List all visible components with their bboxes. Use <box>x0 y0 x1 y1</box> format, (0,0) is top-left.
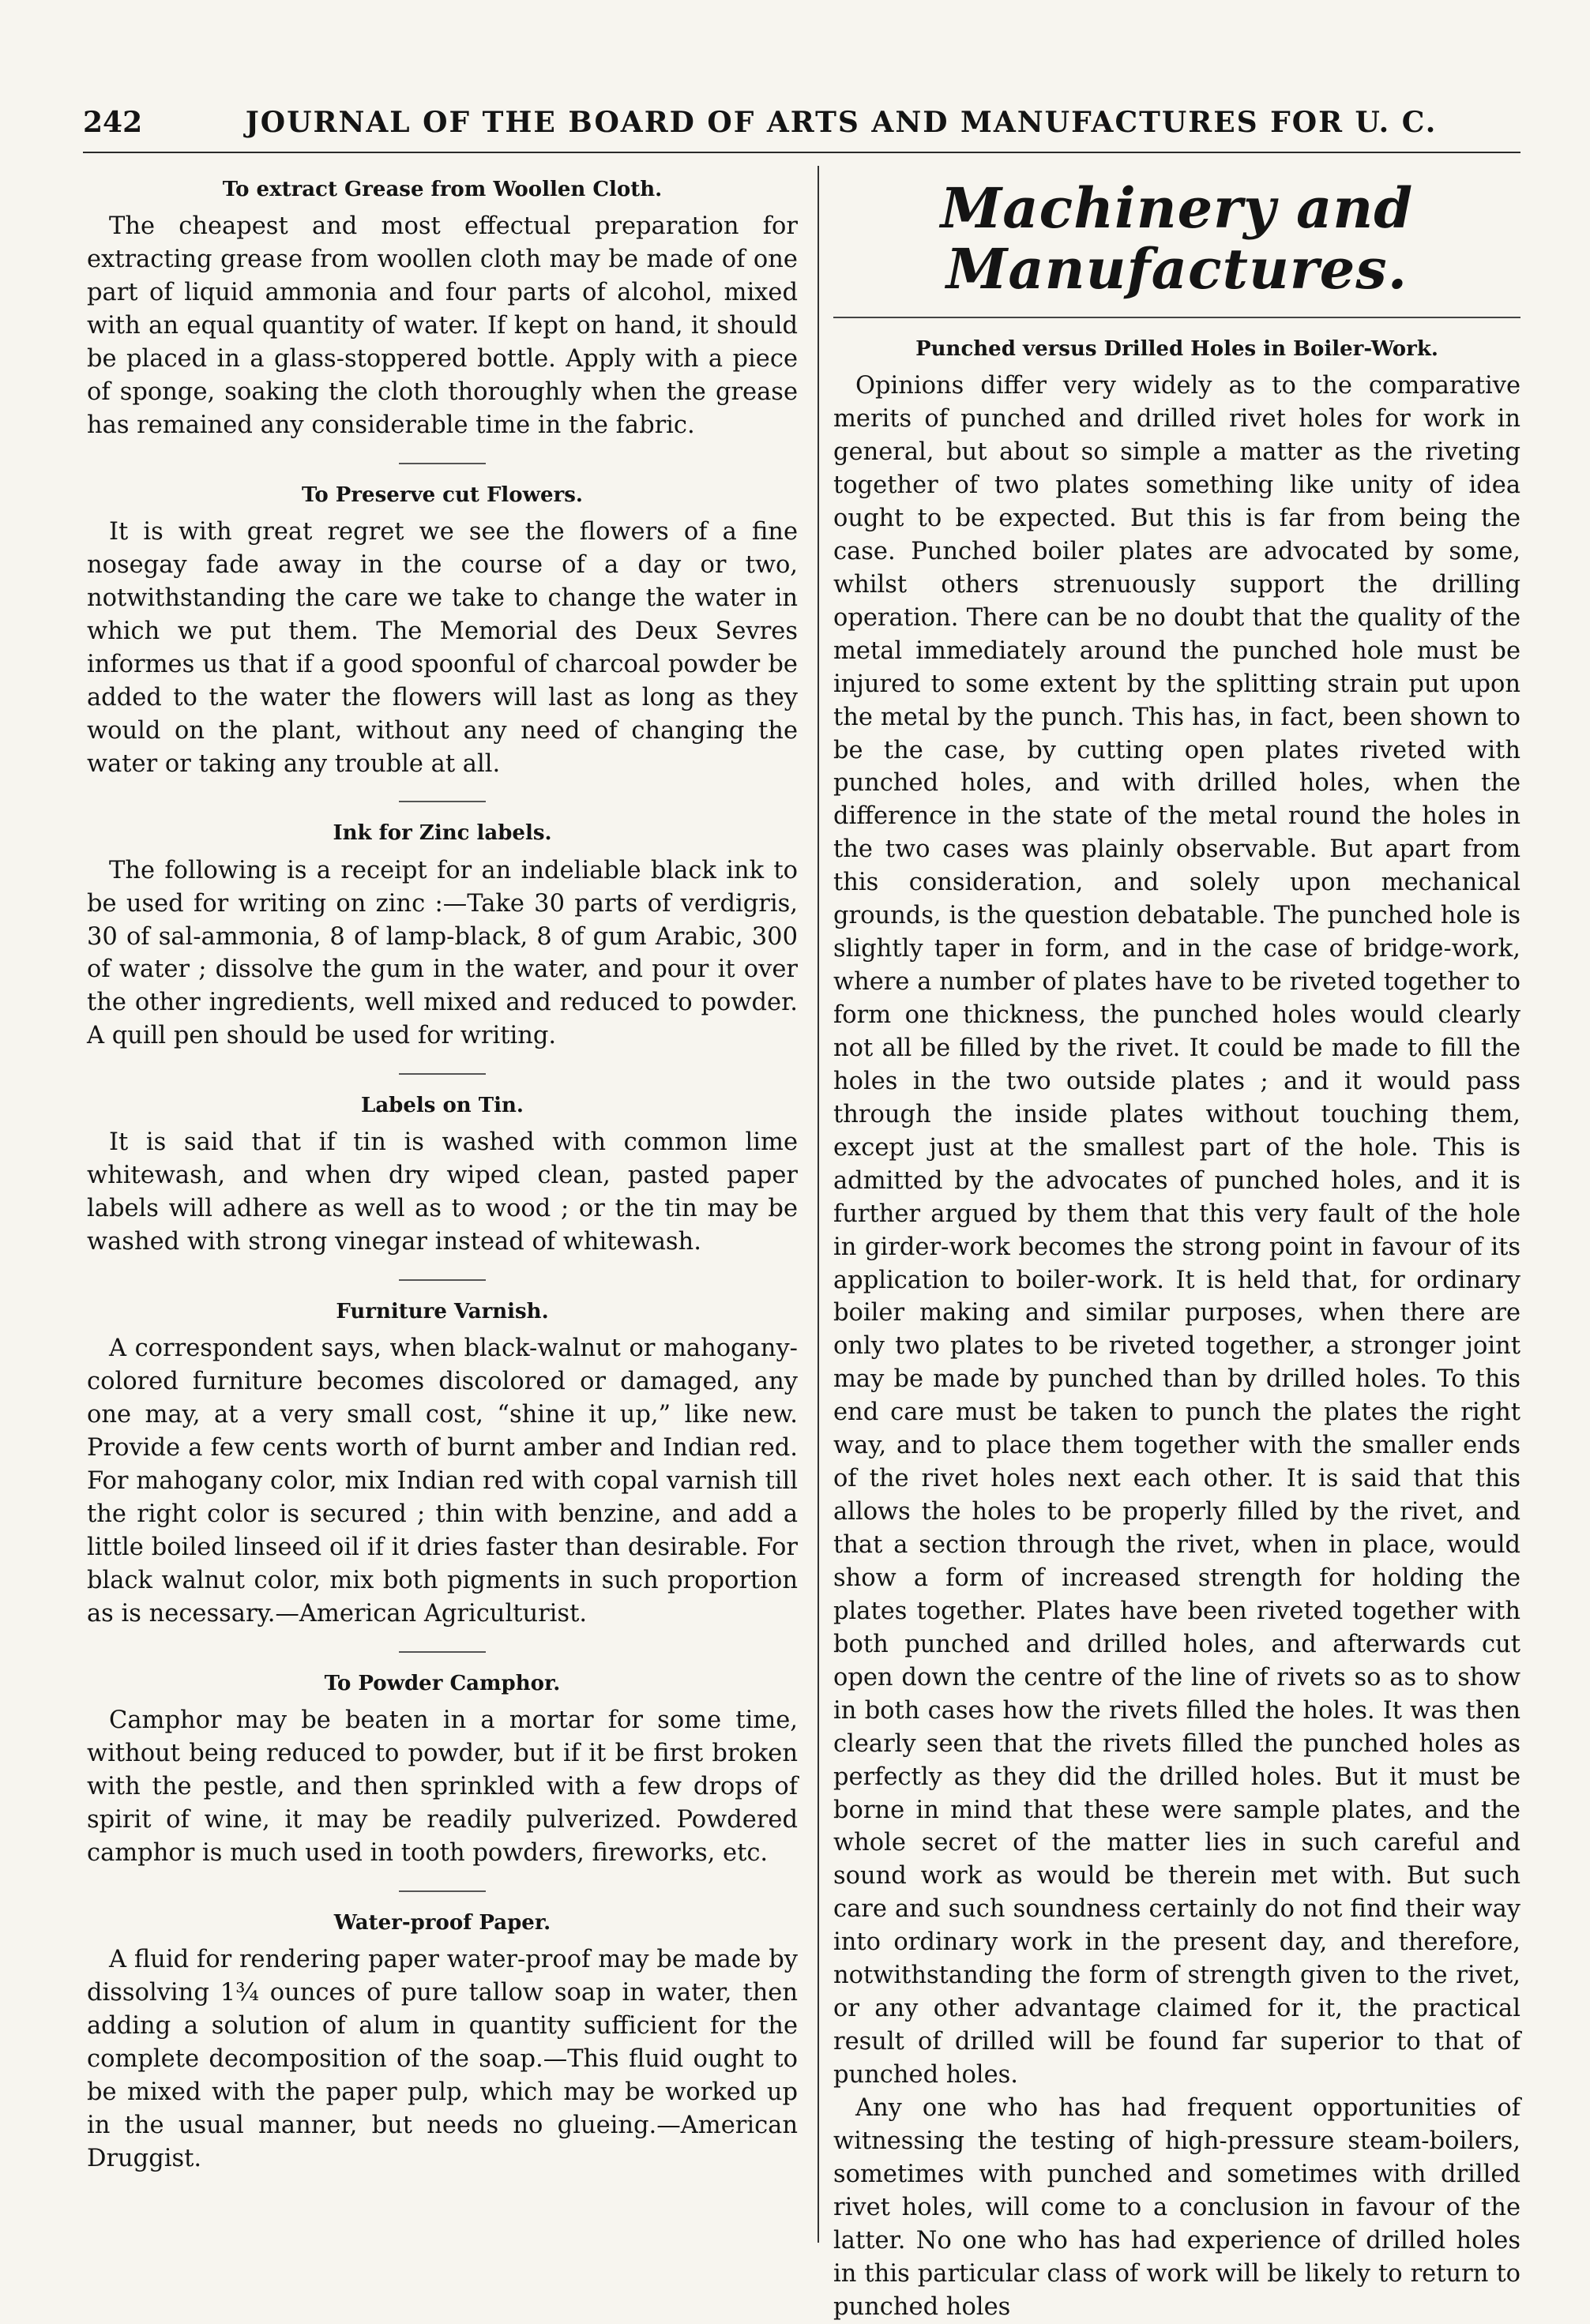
article-heading: Ink for Zinc labels. <box>333 821 552 846</box>
article-body: Opinions differ very widely as to the comparative merits of punched and drilled rivet holes for work in general, but about so simple a matter as the riveting together of two plates something like unity of idea ought to be expected. But this is far from being the case. Punched boiler plates are advocated by some, whilst others strenuously support the drilling operation. There can be no doubt that the quality of the metal immediately around the punched hole must be injured to some extent by the splitting strain put upon the metal by the punch. This has, in fact, been shown to be the case, by cutting open plates riveted with punched holes, and with drilled holes, when the difference in the state of the metal round the holes in the two cases was plainly observable. But apart from this consideration, and solely upon mechanical grounds, is the question debatable. The punched hole is slightly taper in form, and in the case of bridge-work, where a number of plates have to be riveted together to form one thickness, the punched holes would clearly not all be filled by the rivet. It could be made to fill the holes in the two outside plates ; and it would pass through the inside plates without touching them, except just at the smallest part of the hole. This is admitted by the advocates of punched holes, and it is further argued by them that this very fault of the hole in girder-work becomes the strong point in favour of its application to boiler-work. It is held that, for ordinary boiler making and similar purposes, when there are only two plates to be riveted together, a stronger joint may be made by punched than by drilled holes. To this end care must be taken to punch the plates the right way, and to place them together with the smaller ends of the rivet holes next each other. It is said that this allows the holes to be properly filled by the rivet, and that a section through the rivet, when in place, would show a form of increased strength for holding the plates together. Plates have been riveted together with both punched and drilled holes, and afterwards cut open down the centre of the line of rivets so as to show in both cases how the rivets filled the holes. It was then clearly seen that the rivets filled the punched holes as perfectly as they did the drilled holes. But it must be borne in mind that these were sample plates, and the whole secret of the matter lies in such careful and sound work as would be therein met with. But such care and such soundness certainly do not find their way into ordinary work in the present day, and therefore, notwithstanding the form of strength given to the rivet, or any other advantage claimed for it, the practical result of drilled will be found far superior to that of punched holes. <box>833 372 1520 2089</box>
separator-rule <box>399 1279 486 1281</box>
article-body: The cheapest and most effectual preparation for extracting grease from woollen cloth may be made of one part of liquid ammonia and four parts of alcohol, mixed with an equal quantity of water. If kept on hand, it should be placed in a glass-stoppered bottle. Apply with a piece of sponge, soaking the cloth thoroughly when the grease has remained any considerable time in the fabric. <box>87 212 798 439</box>
article <box>87 821 798 1053</box>
article-body: It is with great regret we see the flowers of a fine nosegay fade away in the course of a day or two, notwithstanding the care we take to change the water in which we put them. The Memorial des Deux Sevres informes us that if a good spoonful of charcoal powder be added to the water the flowers will last as long as they would on the plant, without any need of changing the water or taking any trouble at all. <box>87 517 798 778</box>
article <box>87 1672 798 1870</box>
article-heading: Water-proof Paper. <box>333 1910 551 1935</box>
article <box>87 1300 798 1631</box>
article-body: The following is a receipt for an indeliable black ink to be used for writing on zinc :—Take 30 parts of verdigris, 30 of sal-ammonia, 8 of lamp-black, 8 of gum Arabic, 300 of water ; dissolve the gum in the water, and pour it over the other ingredients, well mixed and reduced to powder. A quill pen should be used for writing. <box>87 856 798 1050</box>
separator-rule <box>399 1073 486 1075</box>
article-heading: Labels on Tin. <box>361 1094 524 1118</box>
journal-title: JOURNAL OF THE BOARD OF ARTS AND MANUFACTURES FOR U. C. <box>245 106 1438 139</box>
section-title: Machinery and Manufactures. <box>940 175 1414 302</box>
article <box>87 178 798 442</box>
right-column <box>833 175 1520 2324</box>
page-header <box>83 103 1520 153</box>
separator-rule <box>399 1890 486 1892</box>
separator-rule <box>399 801 486 802</box>
article-body: It is said that if tin is washed with common lime whitewash, and when dry wiped clean, pasted paper labels will adhere as well as to wood ; or the tin may be washed with strong vinegar instead of whitewash. <box>87 1128 798 1256</box>
column-divider <box>818 166 819 2243</box>
article-body: Any one who has had frequent opportunities of witnessing the testing of high-pressure steam-boilers, sometimes with punched and sometimes with drilled rivet holes, will come to a conclusion in favour of the latter. No one who has had experience of drilled holes in this particular class of work will be likely to return to punched holes <box>833 2093 1520 2321</box>
left-column <box>87 178 798 2175</box>
article <box>87 483 798 781</box>
article-heading: To Preserve cut Flowers. <box>302 482 583 507</box>
section-rule <box>833 317 1520 318</box>
page-number: 242 <box>83 106 143 139</box>
article-heading: Furniture Varnish. <box>336 1300 549 1324</box>
article-body: A correspondent says, when black-walnut or mahogany-colored furniture becomes discolored or damaged, any one may, at a very small cost, “shine it up,” like new. Provide a few cents worth of burnt amber and Indian red. For mahogany color, mix Indian red with copal varnish till the right color is secured ; thin with benzine, and add a little boiled linseed oil if it dries faster than desirable. For black walnut color, mix both pigments in such proportion as is necessary.—American Agriculturist. <box>87 1335 798 1628</box>
article <box>87 1094 798 1259</box>
separator-rule <box>399 1651 486 1653</box>
article-body: A fluid for rendering paper water-proof may be made by dissolving 1¾ ounces of pure tallow soap in water, then adding a solution of alum in quantity sufficient for the complete decomposition of the soap.—This fluid ought to be mixed with the paper pulp, which may be worked up in the usual manner, but needs no glueing.—American Druggist. <box>87 1945 798 2172</box>
article-heading: To Powder Camphor. <box>324 1671 561 1695</box>
article-body: Camphor may be beaten in a mortar for some time, without being reduced to powder, but if it be first broken with the pestle, and then sprinkled with a few drops of spirit of wine, it may be readily pulverized. Powdered camphor is much used in tooth powders, fireworks, etc. <box>87 1706 798 1867</box>
article-heading: To extract Grease from Woollen Cloth. <box>222 178 663 201</box>
article <box>87 1911 798 2176</box>
separator-rule <box>399 463 486 464</box>
article-heading: Punched versus Drilled Holes in Boiler-Work. <box>915 337 1438 361</box>
